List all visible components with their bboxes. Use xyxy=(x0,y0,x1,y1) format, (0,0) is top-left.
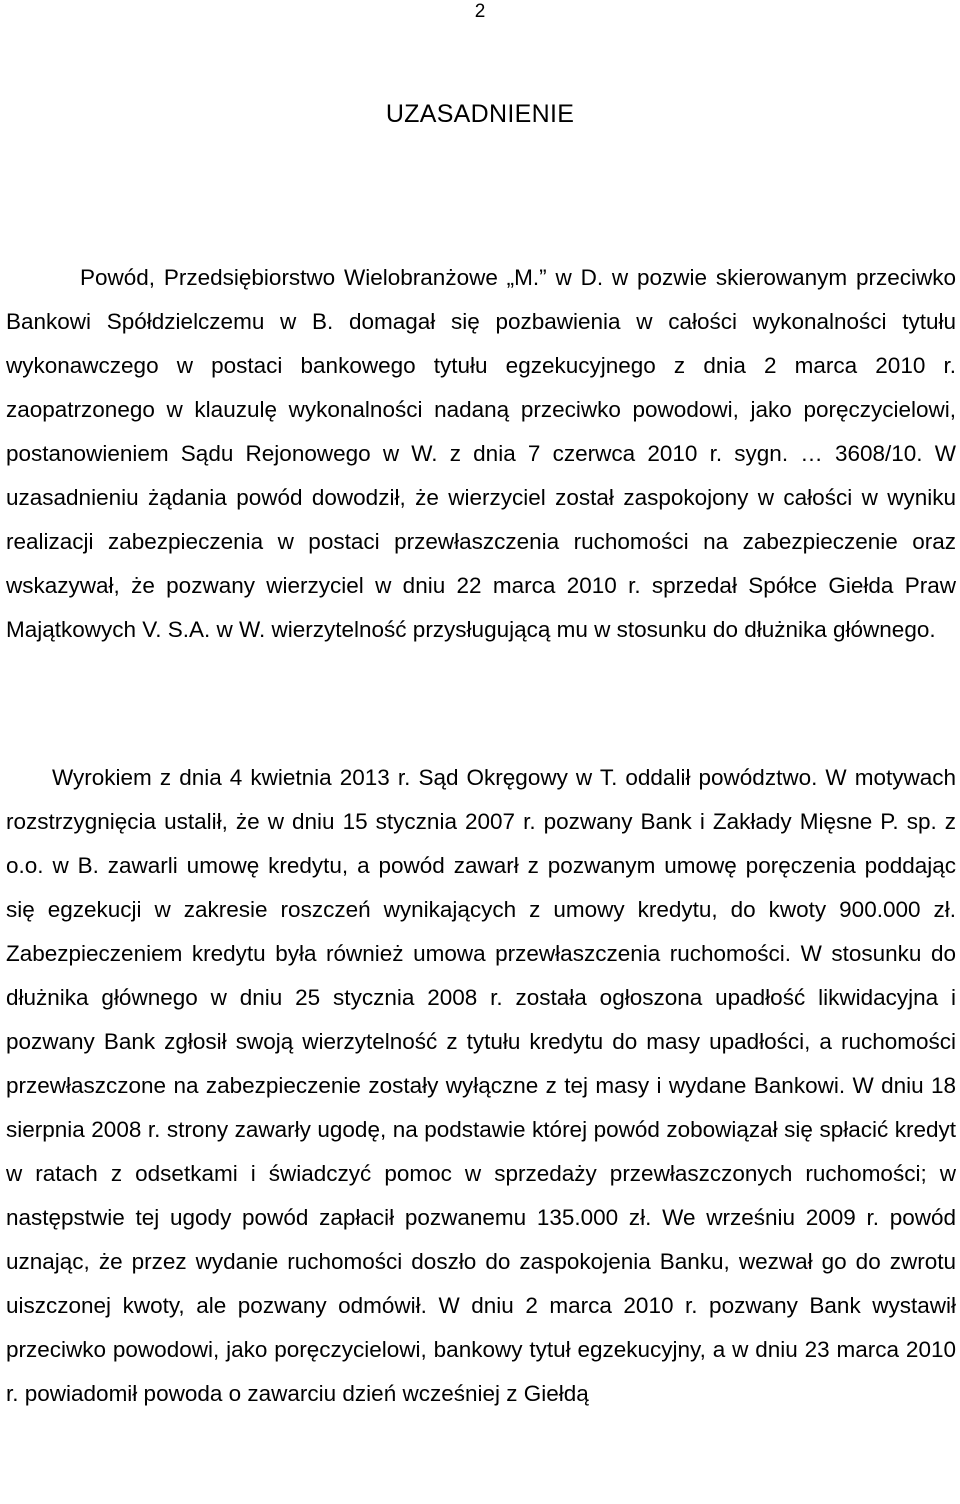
body-paragraph-1: Powód, Przedsiębiorstwo Wielobranżowe „M.” w D. w pozwie skierowanym przeciwko Bankowi Spółdzielczemu w B. domagał się pozbawienia w całości wykonalności tytułu wykonawczego w postaci bankowego tytułu egzekucyjnego z dnia 2 marca 2010 r. zaopatrzonego w klauzulę wykonalności nadaną przeciwko powodowi, jako poręczycielowi, postanowieniem Sądu Rejonowego w W. z dnia 7 czerwca 2010 r. sygn. … 3608/10. W uzasadnieniu żądania powód dowodził, że wierzyciel został zaspokojony w całości w wyniku realizacji zabezpieczenia w postaci przewłaszczenia ruchomości na zabezpieczenie oraz wskazywał, że pozwany wierzyciel w dniu 22 marca 2010 r. sprzedał Spółce Giełda Praw Majątkowych V. S.A. w W. wierzytelność przysługującą mu w stosunku do dłużnika głównego. xyxy=(6,265,956,642)
page-number: 2 xyxy=(474,1,486,22)
body-paragraph-2: Wyrokiem z dnia 4 kwietnia 2013 r. Sąd Okręgowy w T. oddalił powództwo. W motywach rozstrzygnięcia ustalił, że w dniu 15 stycznia 2007 r. pozwany Bank i Zakłady Mięsne P. sp. z o.o. w B. zawarli umowę kredytu, a powód zawarł z pozwanym umowę poręczenia poddając się egzekucji w zakresie roszczeń wynikających z umowy kredytu, do kwoty 900.000 zł. Zabezpieczeniem kredytu była również umowa przewłaszczenia ruchomości. W stosunku do dłużnika głównego w dniu 25 stycznia 2008 r. została ogłoszona upadłość likwidacyjna i pozwany Bank zgłosił swoją wierzytelność z tytułu kredytu do masy upadłości, a ruchomości przewłaszczone na zabezpieczenie zostały wyłączne z tej masy i wydane Bankowi. W dniu 18 sierpnia 2008 r. strony zawarły ugodę, na podstawie której powód zobowiązał się spłacić kredyt w ratach z odsetkami i świadczyć pomoc w sprzedaży przewłaszczonych ruchomości; w następstwie tej ugody powód zapłacił pozwanemu 135.000 zł. We wrześniu 2009 r. powód uznając, że przez wydanie ruchomości doszło do zaspokojenia Banku, wezwał go do zwrotu uiszczonej kwoty, ale pozwany odmówił. W dniu 2 marca 2010 r. pozwany Bank wystawił przeciwko powodowi, jako poręczycielowi, bankowy tytuł egzekucyjny, a w dniu 23 marca 2010 r. powiadomił powoda o zawarciu dzień wcześniej z Giełdą xyxy=(6,765,956,1406)
document-title: UZASADNIENIE xyxy=(385,100,575,128)
